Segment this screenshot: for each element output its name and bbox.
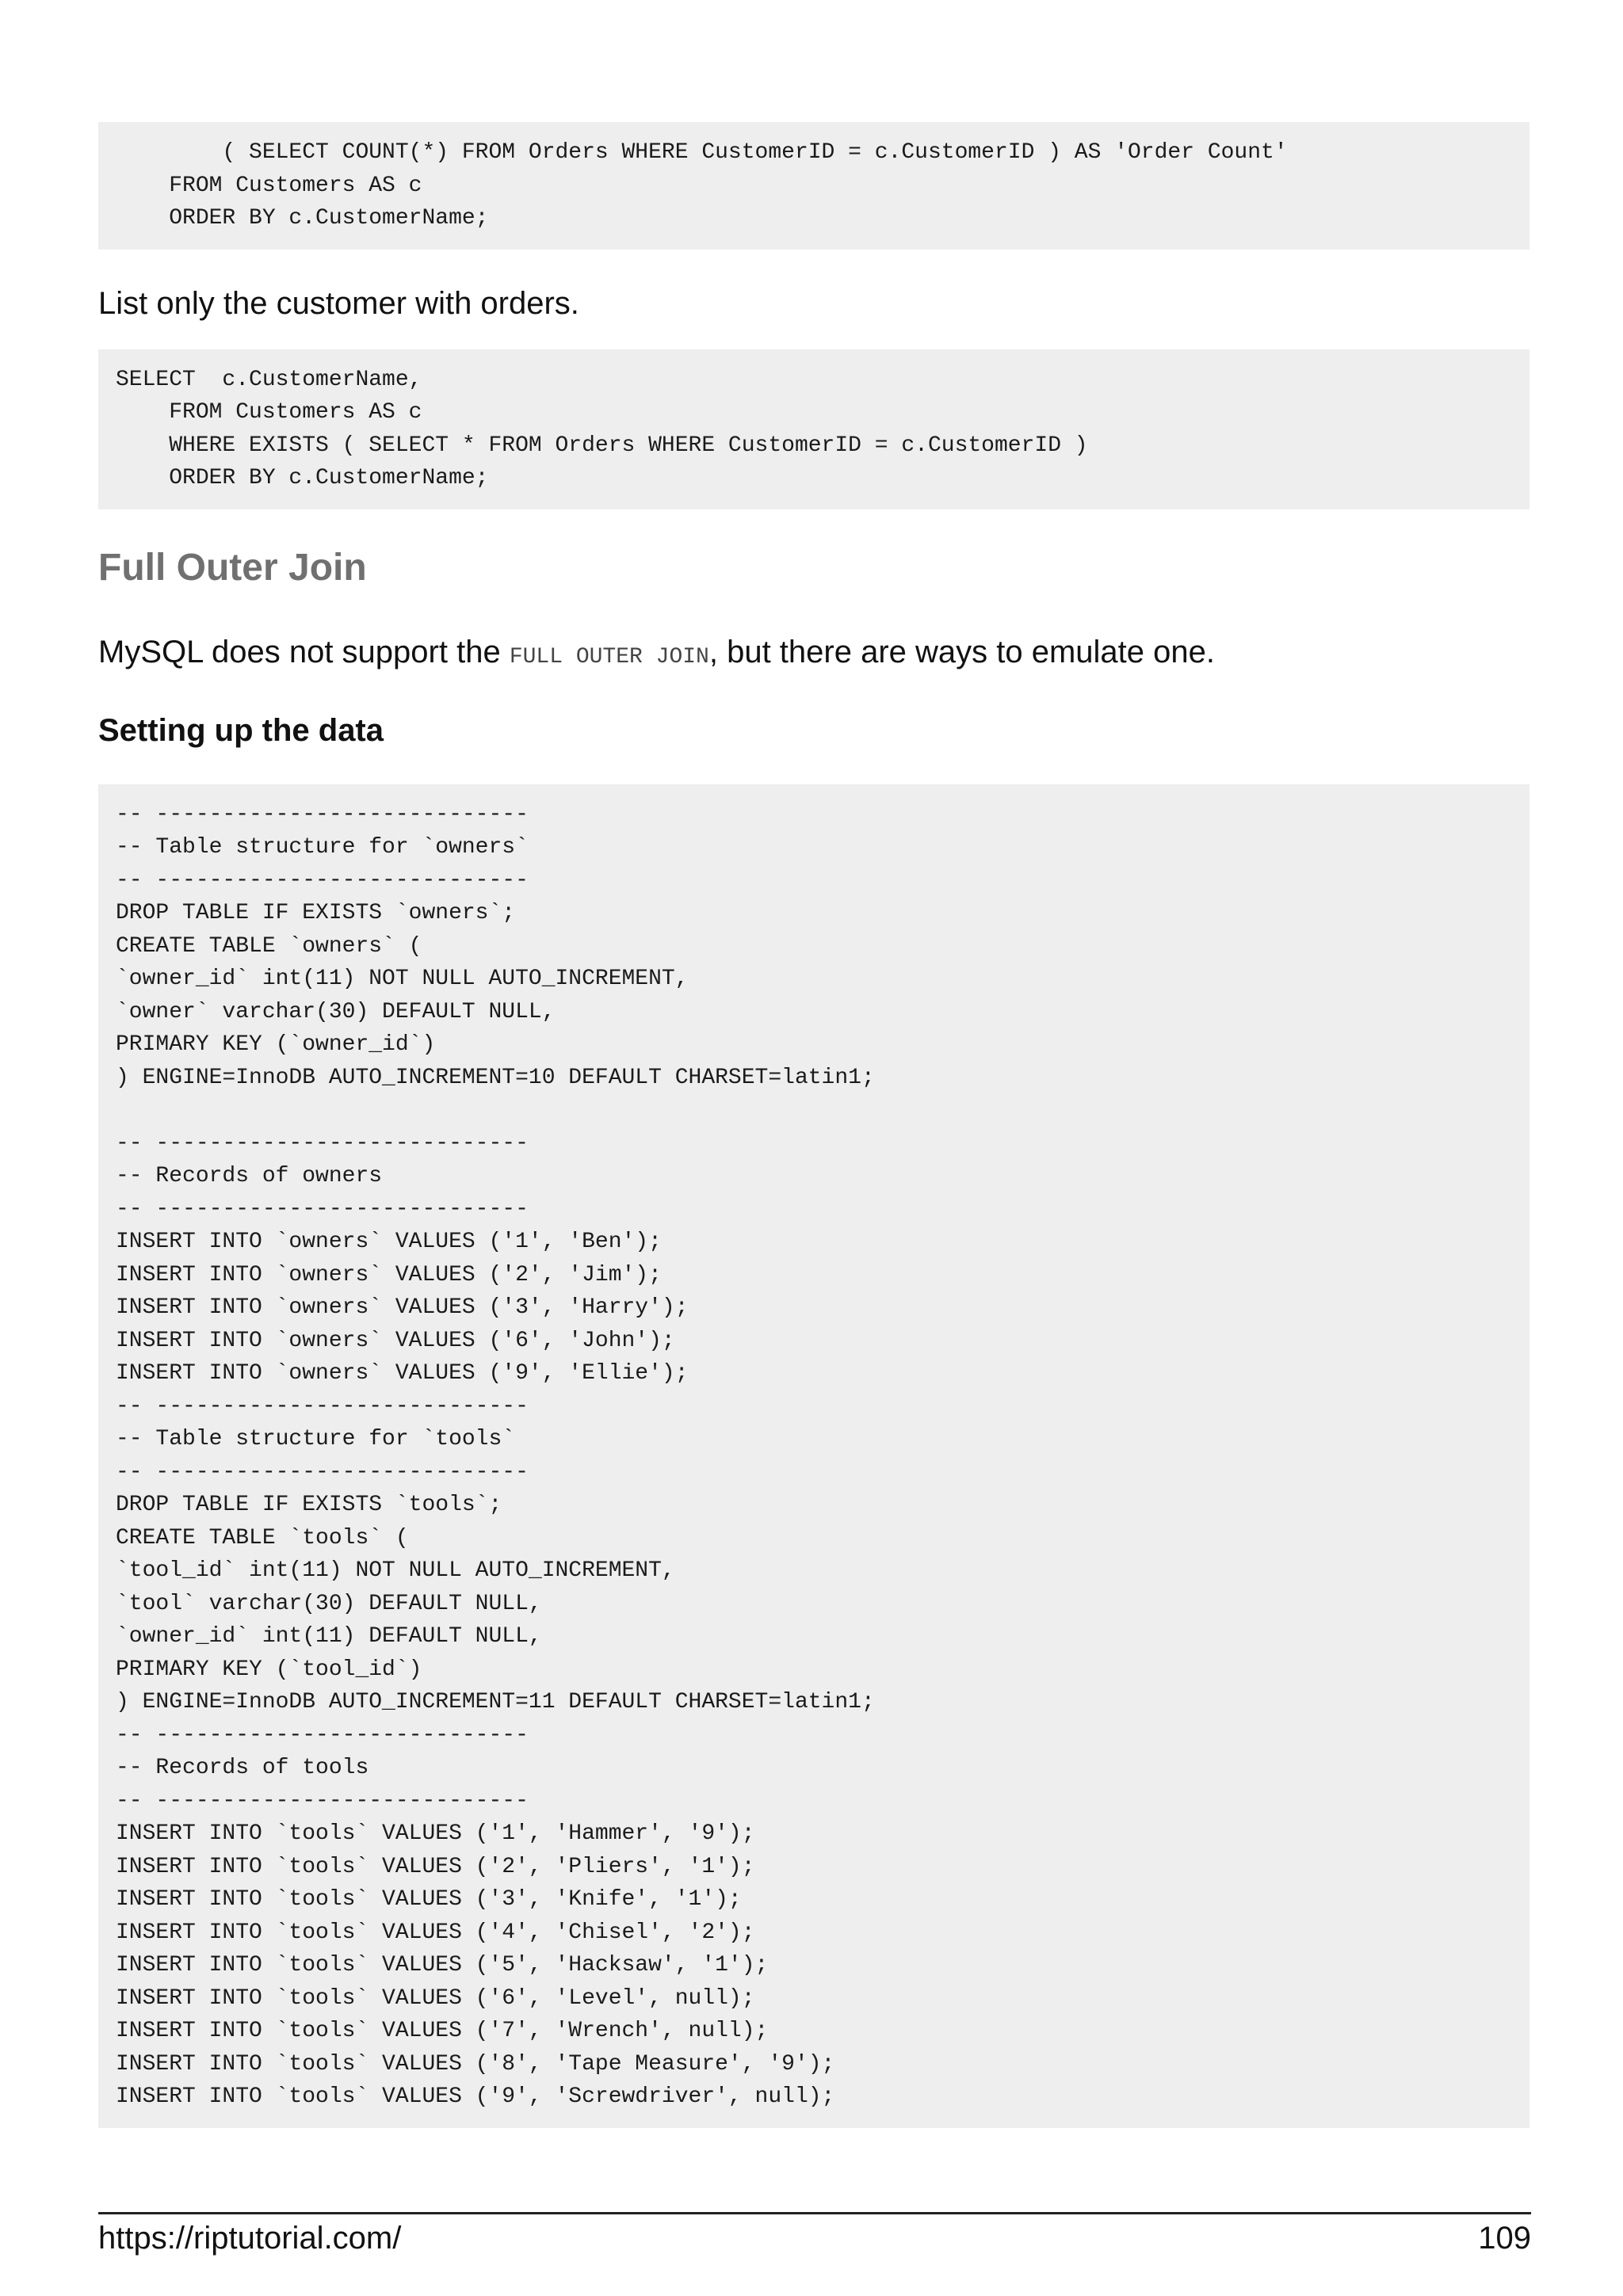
paragraph-text-before: MySQL does not support the (98, 634, 510, 669)
paragraph-list-customers: List only the customer with orders. (98, 285, 579, 321)
footer-url: https://riptutorial.com/ (98, 2221, 402, 2256)
page-content (98, 122, 1529, 2128)
paragraph-text-after: , but there are ways to emulate one. (708, 634, 1216, 669)
page-footer (98, 2212, 1531, 2257)
inline-code-full-outer-join: FULL OUTER JOIN (509, 644, 709, 669)
paragraph-mysql-support (98, 633, 1529, 677)
section-title: Full Outer Join (98, 546, 367, 589)
code-block-setup-data: -- ---------------------------- -- Table structure for `owners` -- ---------------------------- DROP TABLE IF EXISTS `owners`; CREATE TABLE `owners` ( `owner_id` int(11) NOT NULL AUTO_INCREMENT, `owner` varchar(30) DEFAULT NULL, PRIMARY KEY (`owner_id`) ) ENGINE=InnoDB AUTO_INCREMENT=10 DEFAULT CHARSET=latin1; -- ---------------------------- -- Records of owners -- ---------------------------- INSERT INTO `owners` VALUES ('1', 'Ben'); INSERT INTO `owners` VALUES ('2', 'Jim'); INSERT INTO `owners` VALUES ('3', 'Harry'); INSERT INTO `owners` VALUES ('6', 'John'); INSERT INTO `owners` VALUES ('9', 'Ellie'); -- ---------------------------- -- Table structure for `tools` -- ---------------------------- DROP TABLE IF EXISTS `tools`; CREATE TABLE `tools` ( `tool_id` int(11) NOT NULL AUTO_INCREMENT, `tool` varchar(30) DEFAULT NULL, `owner_id` int(11) DEFAULT NULL, PRIMARY KEY (`tool_id`) ) ENGINE=InnoDB AUTO_INCREMENT=11 DEFAULT CHARSET=latin1; -- ---------------------------- -- Records of tools -- ---------------------------- INSERT INTO `tools` VALUES ('1', 'Hammer', '9'); INSERT INTO `tools` VALUES ('2', 'Pliers', '1'); INSERT INTO `tools` VALUES ('3', 'Knife', '1'); INSERT INTO `tools` VALUES ('4', 'Chisel', '2'); INSERT INTO `tools` VALUES ('5', 'Hacksaw', '1'); INSERT INTO `tools` VALUES ('6', 'Level', null); INSERT INTO `tools` VALUES ('7', 'Wrench', null); INSERT INTO `tools` VALUES ('8', 'Tape Measure', '9'); INSERT INTO `tools` VALUES ('9', 'Screwdriver', null); (98, 784, 1529, 2128)
footer-page-number: 109 (1478, 2221, 1531, 2256)
code-block-order-count: ( SELECT COUNT(*) FROM Orders WHERE CustomerID = c.CustomerID ) AS 'Order Count' FROM Customers AS c ORDER BY c.CustomerName; (98, 122, 1529, 250)
subheading-setting-up: Setting up the data (98, 712, 384, 748)
code-block-with-orders: SELECT c.CustomerName, FROM Customers AS c WHERE EXISTS ( SELECT * FROM Orders WHERE CustomerID = c.CustomerID ) ORDER BY c.CustomerName; (98, 349, 1529, 509)
